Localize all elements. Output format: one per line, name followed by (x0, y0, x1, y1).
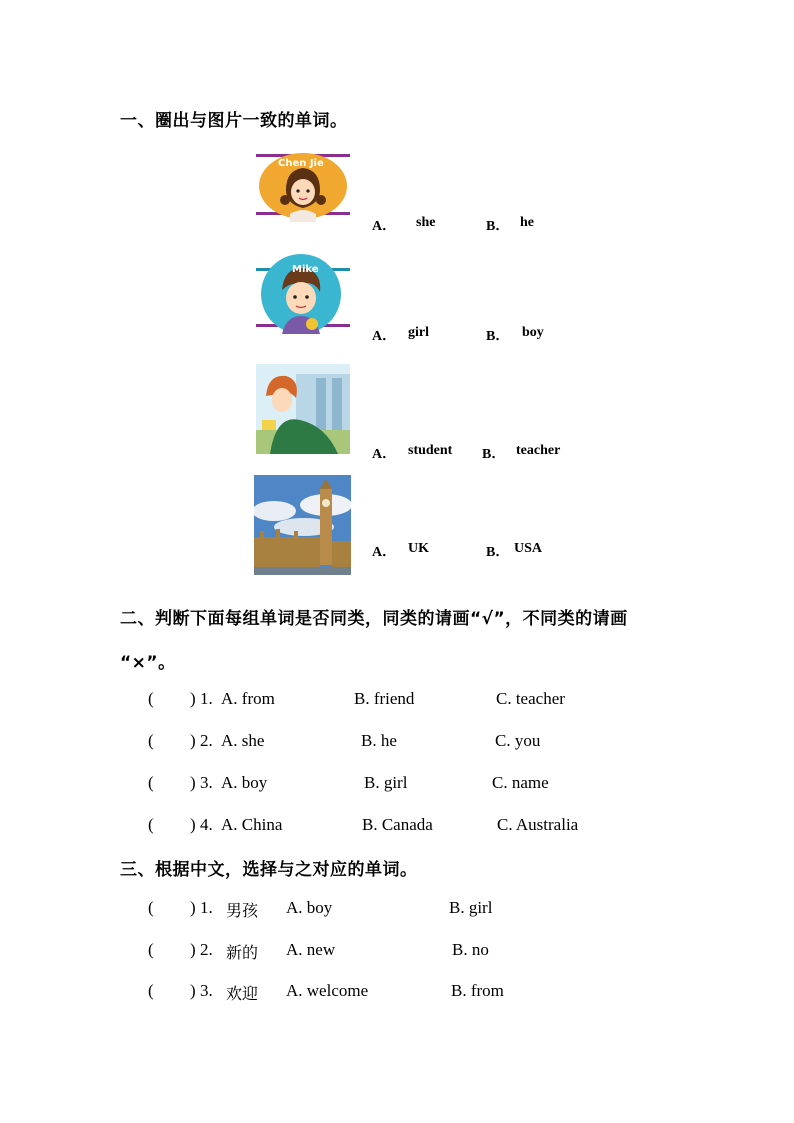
choice-b: B. no (452, 940, 489, 959)
question-number: 3. (200, 981, 213, 1000)
option-a-word[interactable]: UK (408, 541, 429, 556)
option-b-label: B． (486, 329, 510, 344)
choice-b: B. girl (449, 898, 493, 917)
option-b-word[interactable]: teacher (516, 443, 561, 458)
choice-a: A. new (286, 940, 336, 959)
option-a-label: A． (372, 219, 397, 234)
section2-title-line1: 二、判断下面每组单词是否同类，同类的请画“√”，不同类的请画 (120, 609, 628, 629)
section3-title: 三、根据中文，选择与之对应的单词。 (120, 860, 418, 880)
choice-a: A. boy (286, 898, 333, 917)
option-b-label: B． (486, 219, 510, 234)
section1-title: 一、圈出与图片一致的单词。 (120, 111, 348, 131)
picture-big-ben (254, 475, 351, 575)
answer-paren-close: ) (190, 898, 196, 917)
choice-a: A. welcome (286, 981, 369, 1000)
option-b-label: B． (486, 545, 510, 560)
choice-c: C. you (495, 731, 541, 750)
choice-c: C. teacher (496, 689, 565, 708)
choice-b: B. from (451, 981, 504, 1000)
option-a-word[interactable]: girl (408, 325, 429, 340)
picture-mike (256, 254, 350, 334)
chinese-word: 男孩 (226, 901, 259, 920)
answer-paren-open: ( (148, 689, 154, 708)
question-number: 3. (200, 773, 213, 792)
section2-title-line2: “×”。 (120, 653, 176, 673)
choice-c: C. Australia (497, 815, 579, 834)
chinese-word: 新的 (226, 943, 259, 962)
choice-b: B. girl (364, 773, 408, 792)
choice-b: B. Canada (362, 815, 433, 834)
question-number: 1. (200, 689, 213, 708)
answer-paren-close: ) (190, 940, 196, 959)
option-b-word[interactable]: boy (522, 325, 544, 340)
answer-paren-close: ) (190, 815, 196, 834)
chen-jie-name-label: Chen Jie (278, 158, 324, 169)
choice-c: C. name (492, 773, 549, 792)
choice-b: B. he (361, 731, 397, 750)
answer-paren-close: ) (190, 773, 196, 792)
choice-a: A. boy (221, 773, 268, 792)
option-b-label: B． (482, 447, 506, 462)
answer-paren-close: ) (190, 731, 196, 750)
answer-paren-open: ( (148, 815, 154, 834)
option-a-label: A． (372, 447, 397, 462)
answer-paren-open: ( (148, 981, 154, 1000)
answer-paren-open: ( (148, 773, 154, 792)
option-a-word[interactable]: student (408, 443, 453, 458)
mike-name-label: Mike (292, 264, 319, 275)
option-b-word[interactable]: USA (514, 541, 543, 556)
picture-teacher (256, 364, 350, 454)
choice-a: A. China (221, 815, 283, 834)
answer-paren-open: ( (148, 940, 154, 959)
question-number: 2. (200, 731, 213, 750)
option-b-word[interactable]: he (520, 215, 534, 230)
option-a-word[interactable]: she (416, 215, 436, 230)
answer-paren-close: ) (190, 981, 196, 1000)
chinese-word: 欢迎 (226, 984, 259, 1003)
option-a-label: A． (372, 329, 397, 344)
picture-chen-jie (256, 152, 350, 222)
question-number: 2. (200, 940, 213, 959)
answer-paren-open: ( (148, 731, 154, 750)
choice-b: B. friend (354, 689, 415, 708)
answer-paren-open: ( (148, 898, 154, 917)
question-number: 1. (200, 898, 213, 917)
choice-a: A. from (221, 689, 275, 708)
choice-a: A. she (221, 731, 265, 750)
question-number: 4. (200, 815, 213, 834)
answer-paren-close: ) (190, 689, 196, 708)
option-a-label: A． (372, 545, 397, 560)
